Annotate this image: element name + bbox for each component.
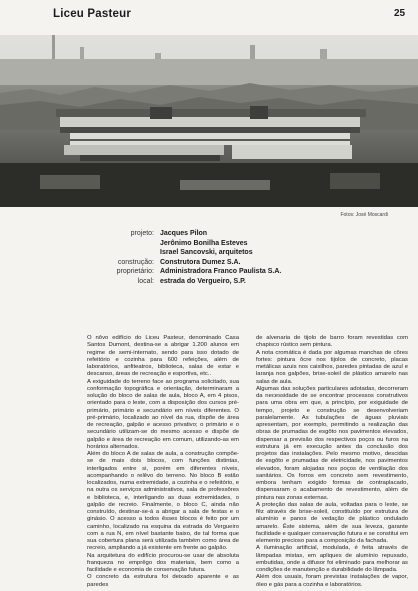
credit-value: Administradora Franco Paulista S.A.: [160, 268, 282, 276]
credit-value: Jacques Pilon: [160, 230, 208, 237]
paragraph: A nota cromática é dada por algumas manchas de côres fortes: pintura ôcre nos tijolos de concreto, placas metálicas azuis nos caixilhos, paredes pintadas de azul e laranja nos galpões, brise-soleil de plástico amarelo nas salas de aula.: [256, 349, 408, 385]
paragraph: A iluminação artificial, modulada, é feita através de lâmpadas mistas, em apliques de alumínio repuxado, embutidas, onde a difusor foi eliminado para melhorar as condições de manutenção e durabilidade do lâmpada.: [256, 545, 408, 573]
paragraph: A exiguidade do terreno face ao programa solicitado, sua conformação topográfica e orientação, determinaram a solução do bloco de salas de aula, bloco A, em 4 pisos, orientado para o leste, com a disposição dos cursos pré-primário, primário e secundário em níveis diferentes. O pré-primário, localizado ao nível da rua, dispõe de área de recreação, galpão e acesso privativo; o primário e o secundário utilizam-se do mesmo acesso e dispõe de galpão e área de recreação em comum, utilizando-as em horários alternados.: [87, 378, 239, 450]
text-column-right: [256, 335, 408, 589]
credit-value: Israel Sancovski, arquitetos: [160, 249, 253, 257]
paragraph: Na arquitetura do edifício procurou-se usar de absoluta franqueza no emprêgo dos materiais, bem como a facilidade e economia de conservação futura.: [87, 552, 239, 573]
project-credits: [90, 229, 281, 287]
paragraph: de alvenaria de tijolo de barro foram revestidas com chapisco rústico sem pintura.: [256, 335, 408, 349]
building-photo: [0, 35, 418, 207]
paragraph: A proteção das salas de aula, voltadas para o leste, se fêz através de brise-soleil, constituído por estrutura de alumínio e panos de vedação de plástico ondulado amarelo. Êste sistema, além de sua leveza, garante facilidade e qualquer conservação futura e se constitui em elemento precioso para a composição da fachada.: [256, 501, 408, 544]
credit-row: [90, 229, 281, 258]
credit-label: projeto:: [130, 230, 154, 237]
paragraph: O nôvo edifício do Liceu Pasteur, denominado Casa Santos Dumont, destina-se a abrigar 1.200 alunos em regime de semi-internato, sendo para isso dotado de refeitório e cozinha para 600 refeições, além de laboratórios, anfiteatros, biblioteca, salas de estar e descanso, áreas de recreação e esportiva, etc..: [87, 335, 239, 378]
page-title: Liceu Pasteur: [53, 8, 132, 20]
paragraph: Além dos usuais, foram previstas instalações de vapor, óleo e gás para a cozinha e laboratórios.: [256, 574, 408, 588]
credit-label: local:: [137, 277, 154, 285]
paragraph: Além do bloco A de salas de aula, a construção compõe-se de mais dois blocos, com funções distintas, interligados entre si, porém em diferentes níveis, acompanhando o relêvo do terreno. No bloco B estão localizados, numa extremidade, a cozinha e o refeitório, e na outra os serviços administrativos, sala de professôres e biblioteca, e, interligando as duas extremidades, o galpão de recreio. Finalmente, o bloco C, ainda não construído, destinar-se-á a abrigar a sala de festas e o ginásio. O acesso a todos êsses blocos é feito por um caminho, localizado na esquina da estrada do Vergueiro com a rua N, em nível bastante baixo, de tal forma que sua cobertura plana será utilizada também como área de recreio, ampliando a já existente em frente ao galpão.: [87, 451, 239, 552]
credit-row: [90, 277, 281, 287]
credit-label: construção:: [117, 258, 154, 266]
credit-row: [90, 267, 281, 277]
paragraph: O concreto da estrutura foi deixado aparente e as paredes: [87, 574, 239, 588]
paragraph: Algumas das soluções particulares adotadas, decorreram da necessidade de se encontrar processos construtivos para uma obra em que, a princípio, por exiguidade de tempo, projeto e construção se desenvolveriam paralelamente. As tubulações de águas pluviais apresentam, por exemplo, permitindo a realização das obras de prumadas de esgôto nos pavimentos elevados, dispensar a previsão dos respectivos poços ou furos na estrutura já em execução antes da conclusão dos projetos das instalações. Pelo mesmo motivo, descidas de esgôto e prumadas de eletricidade, nos pavimentos elevados, foram alojadas nos poços de ventilação dos sanitários. Os forros em concreto sem revestimento, embora tenham exigido formas de contraplacado, dispensaram o acabamento de revestimento, além de pintura nas zonas externas.: [256, 385, 408, 501]
page-number: 25: [394, 8, 406, 19]
credit-label: proprietário:: [116, 268, 154, 276]
credit-value: estrada do Vergueiro, S.P.: [160, 277, 246, 285]
credit-row: [90, 258, 281, 268]
credit-value: Construtora Dumez S.A.: [160, 258, 241, 266]
text-column-left: [87, 335, 239, 589]
photo-credit: Fotos: José Moscardi: [340, 212, 388, 218]
credit-value: Jerônimo Bonilha Esteves: [160, 239, 248, 247]
